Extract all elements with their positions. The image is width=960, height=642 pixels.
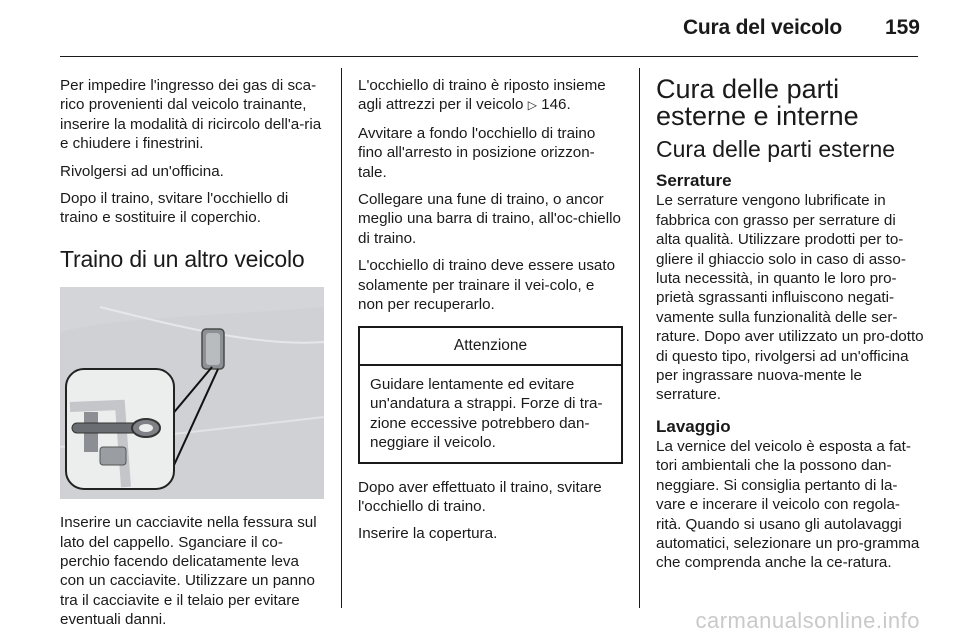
column-2: [358, 76, 623, 552]
page-reference[interactable]: 146.: [541, 96, 571, 114]
column-divider-2: [639, 68, 640, 608]
column-divider-1: [341, 68, 342, 608]
tow-eye-illustration: [60, 287, 324, 499]
warning-title: Attenzione: [360, 328, 621, 365]
paragraph: L'occhiello di traino è riposto insieme agli attrezzi per il veicolo ▷ 146.: [358, 77, 606, 114]
warning-box: [358, 326, 623, 463]
arrow-ref-icon: ▷: [527, 98, 537, 113]
header-divider: [60, 56, 918, 57]
subsection-heading: Serrature: [656, 171, 732, 191]
paragraph: Inserire un cacciavite nella fessura sul lato del cappello. Sganciare il co-perchio facendo delicatamente leva con un cacciavite. Utilizzare un panno tra il cacciavite e il telaio per evitare eventuali danni.: [60, 514, 317, 629]
column-3: [656, 76, 924, 581]
paragraph: Per impedire l'ingresso dei gas di sca-rico provenienti dal veicolo trainante, inserire la modalità di ricircolo dell'a-ria e chiudere i finestrini.: [60, 77, 322, 153]
subsection-heading: Lavaggio: [656, 416, 731, 436]
paragraph: Le serrature vengono lubrificate in fabbrica con grasso per serrature di alta qualità. Utilizzare prodotti per to-gliere il ghiaccio solo in caso di asso-luta necessità, in quanto le loro pro-prietà sgrassanti influiscono negati-vamente sulla funzionalità delle ser-rature. Dopo aver utilizzato un pro-dotto di questo tipo, rivolgersi ad un'officina per ingrassare nuova-mente le serrature.: [656, 192, 924, 404]
section-title: Cura del veicolo: [682, 16, 842, 39]
chapter-heading: Cura delle parti esterne e interne: [656, 74, 859, 131]
section-heading: Traino di un altro veicolo: [60, 245, 305, 272]
watermark: carmanualsonline.info: [695, 608, 920, 633]
paragraph: Dopo il traino, svitare l'occhiello di traino e sostituire il coperchio.: [60, 190, 289, 227]
page-number: 159: [884, 16, 920, 39]
paragraph: Dopo aver effettuato il traino, svitare l'occhiello di traino.: [358, 478, 602, 515]
paragraph: Avvitare a fondo l'occhiello di traino fino all'arresto in posizione orizzon-tale.: [358, 124, 596, 181]
paragraph: L'occhiello di traino deve essere usato solamente per trainare il vei-colo, e non per recuperarlo.: [358, 257, 616, 314]
page-header: [0, 0, 960, 52]
column-1: [60, 76, 326, 638]
paragraph: Inserire la copertura.: [358, 525, 498, 543]
paragraph: La vernice del veicolo è esposta a fat-tori ambientali che la possono dan-neggiare. Si consiglia pertanto di la-vare e incerare il veicolo con regola-rità. Quando si usano gli autolavaggi automatici, selezionare un pro-gramma che comprenda anche la ce-ratura.: [656, 437, 920, 572]
paragraph: Rivolgersi ad un'officina.: [60, 162, 224, 180]
warning-body: Guidare lentamente ed evitare un'andatura a strappi. Forze di tra-zione eccessive potrebbero dan-neggiare il veicolo.: [370, 375, 603, 452]
section-heading: Cura delle parti esterne: [656, 136, 896, 162]
paragraph: Collegare una fune di traino, o ancor meglio una barra di traino, all'oc-chiello di traino.: [358, 191, 621, 247]
